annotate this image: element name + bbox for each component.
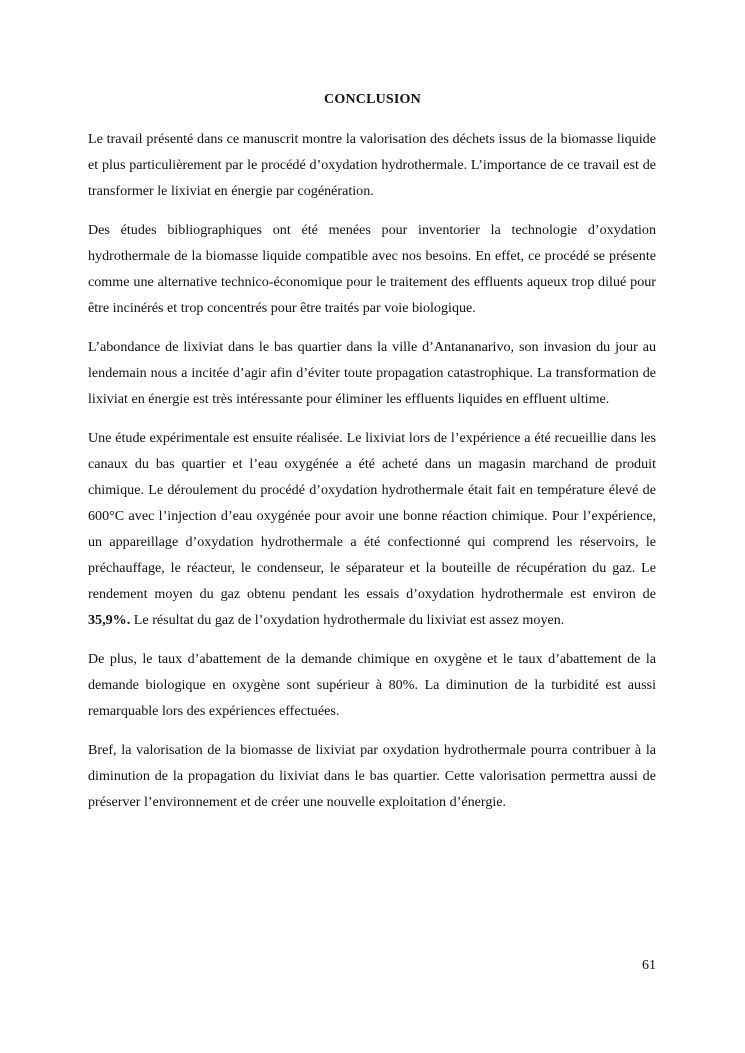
experimental-text-before: Une étude expérimentale est ensuite réalisée. Le lixiviat lors de l’expérience a été recueillie dans les canaux du bas quartier et l’eau oxygénée a été acheté dans un magasin marchand de produit chimique. Le déroulement du procédé d’oxydation hydrothermale était fait en température élevé de 600°C avec l’injection d’eau oxygénée pour avoir une bonne réaction chimique. Pour l’expérience, un appareillage d’oxydation hydrothermale a été confectionné qui comprend les réservoirs, le préchauffage, le réacteur, le condenseur, le séparateur et la bouteille de récupération du gaz. Le rendement moyen du gaz obtenu pendant les essais d’oxydation hydrothermale est environ de xyxy=(88,430,656,602)
body-text xyxy=(88,126,656,815)
paragraph-bibliography: Des études bibliographiques ont été menées pour inventorier la technologie d’oxydation hydrothermale de la biomasse liquide compatible avec nos besoins. En effet, ce procédé se présente comme une alternative technico-économique pour le traitement des effluents aqueux trop dilué pour être incinérés et trop concentrés pour être traités par voie biologique. xyxy=(88,222,656,316)
paragraph-experimental-study xyxy=(88,425,656,633)
paragraph-summary: Bref, la valorisation de la biomasse de lixiviat par oxydation hydrothermale pourra contribuer à la diminution de la propagation du lixiviat dans le bas quartier. Cette valorisation permettra aussi de préserver l’environnement et de créer une nouvelle exploitation d’énergie. xyxy=(88,742,656,810)
paragraph-abatement-rates: De plus, le taux d’abattement de la demande chimique en oxygène et le taux d’abattement de la demande biologique en oxygène sont supérieur à 80%. La diminution de la turbidité est aussi remarquable lors des expériences effectuées. xyxy=(88,651,656,719)
page-number: 61 xyxy=(642,958,656,973)
paragraph-intro: Le travail présenté dans ce manuscrit montre la valorisation des déchets issus de la biomasse liquide et plus particulièrement par le procédé d’oxydation hydrothermale. L’importance de ce travail est de transformer le lixiviat en énergie par cogénération. xyxy=(88,131,656,199)
paragraph-lixiviat-abundance: L’abondance de lixiviat dans le bas quartier dans la ville d’Antananarivo, son invasion du jour au lendemain nous a incitée d’agir afin d’éviter toute propagation catastrophique. La transformation de lixiviat en énergie est très intéressante pour éliminer les effluents liquides en effluent ultime. xyxy=(88,339,656,407)
experimental-text-after: Le résultat du gaz de l’oxydation hydrothermale du lixiviat est assez moyen. xyxy=(130,612,565,628)
gas-yield-value: 35,9%. xyxy=(88,612,131,628)
section-title: CONCLUSION xyxy=(324,92,421,107)
